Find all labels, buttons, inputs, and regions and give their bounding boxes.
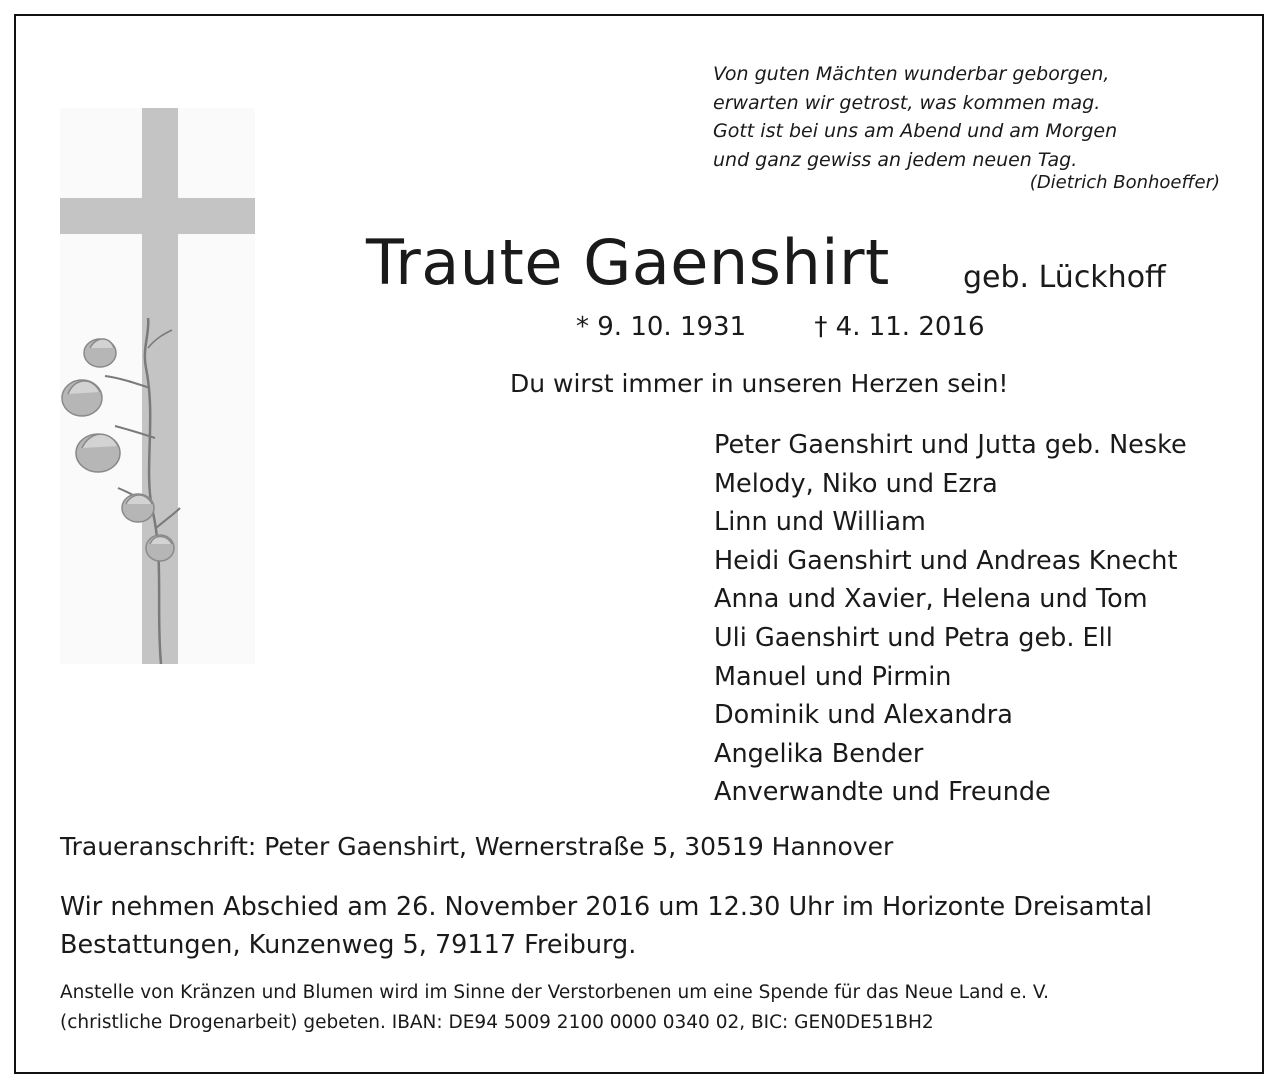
motto: Du wirst immer in unseren Herzen sein! xyxy=(510,369,1009,398)
mourner-line: Uli Gaenshirt und Petra geb. Ell xyxy=(714,622,1113,653)
donation-notice xyxy=(60,978,1049,1038)
blossom xyxy=(76,434,120,472)
blossom xyxy=(62,380,102,416)
farewell-line: Wir nehmen Abschied am 26. November 2016 um 12.30 Uhr im Horizonte Dreisamtal xyxy=(60,892,1153,922)
mourner-line: Peter Gaenshirt und Jutta geb. Neske xyxy=(714,430,1187,460)
mourner-line: Dominik und Alexandra xyxy=(714,700,1013,731)
cross-with-flowers-icon xyxy=(60,108,255,664)
donation-line: (christliche Drogenarbeit) gebeten. IBAN: DE94 5009 2100 0000 0340 02, BIC: GEN0DE51BH2 xyxy=(60,1012,934,1033)
mourning-address: Traueranschrift: Peter Gaenshirt, Wernerstraße 5, 30519 Hannover xyxy=(60,832,894,861)
obituary-notice xyxy=(14,14,1264,1074)
mourners-list xyxy=(714,426,1187,812)
life-dates xyxy=(576,312,985,342)
quote-line: und ganz gewiss an jedem neuen Tag. xyxy=(713,148,1078,171)
cross-horizontal-beam xyxy=(60,198,255,234)
quote-line: Gott ist bei uns am Abend und am Morgen xyxy=(713,120,1118,142)
farewell-line: Bestattungen, Kunzenweg 5, 79117 Freiburg. xyxy=(60,930,637,960)
blossom xyxy=(122,494,154,522)
quote-line: Von guten Mächten wunderbar geborgen, xyxy=(713,63,1110,85)
quote-author: (Dietrich Bonhoeffer) xyxy=(1029,172,1220,193)
mourner-line: Anna und Xavier, Helena und Tom xyxy=(714,584,1148,615)
bonhoeffer-quote xyxy=(713,60,1117,174)
quote-line: erwarten wir getrost, was kommen mag. xyxy=(713,91,1101,114)
mourner-line: Anverwandte und Freunde xyxy=(714,777,1051,808)
deceased-name: Traute Gaenshirt xyxy=(366,226,890,299)
mourner-line: Melody, Niko und Ezra xyxy=(714,468,998,499)
deceased-birth-name: geb. Lückhoff xyxy=(963,260,1166,295)
blossom xyxy=(146,535,174,561)
mourner-line: Heidi Gaenshirt und Andreas Knecht xyxy=(714,545,1178,576)
mourner-line: Manuel und Pirmin xyxy=(714,661,952,692)
donation-line: Anstelle von Kränzen und Blumen wird im Sinne der Verstorbenen um eine Spende für das Neue Land e. V. xyxy=(60,982,1050,1003)
mourner-line: Angelika Bender xyxy=(714,738,924,769)
farewell-notice xyxy=(60,888,1152,964)
blossom xyxy=(84,339,116,367)
mourner-line: Linn und William xyxy=(714,507,926,538)
death-date: † 4. 11. 2016 xyxy=(814,312,985,342)
birth-date: * 9. 10. 1931 xyxy=(576,312,747,342)
